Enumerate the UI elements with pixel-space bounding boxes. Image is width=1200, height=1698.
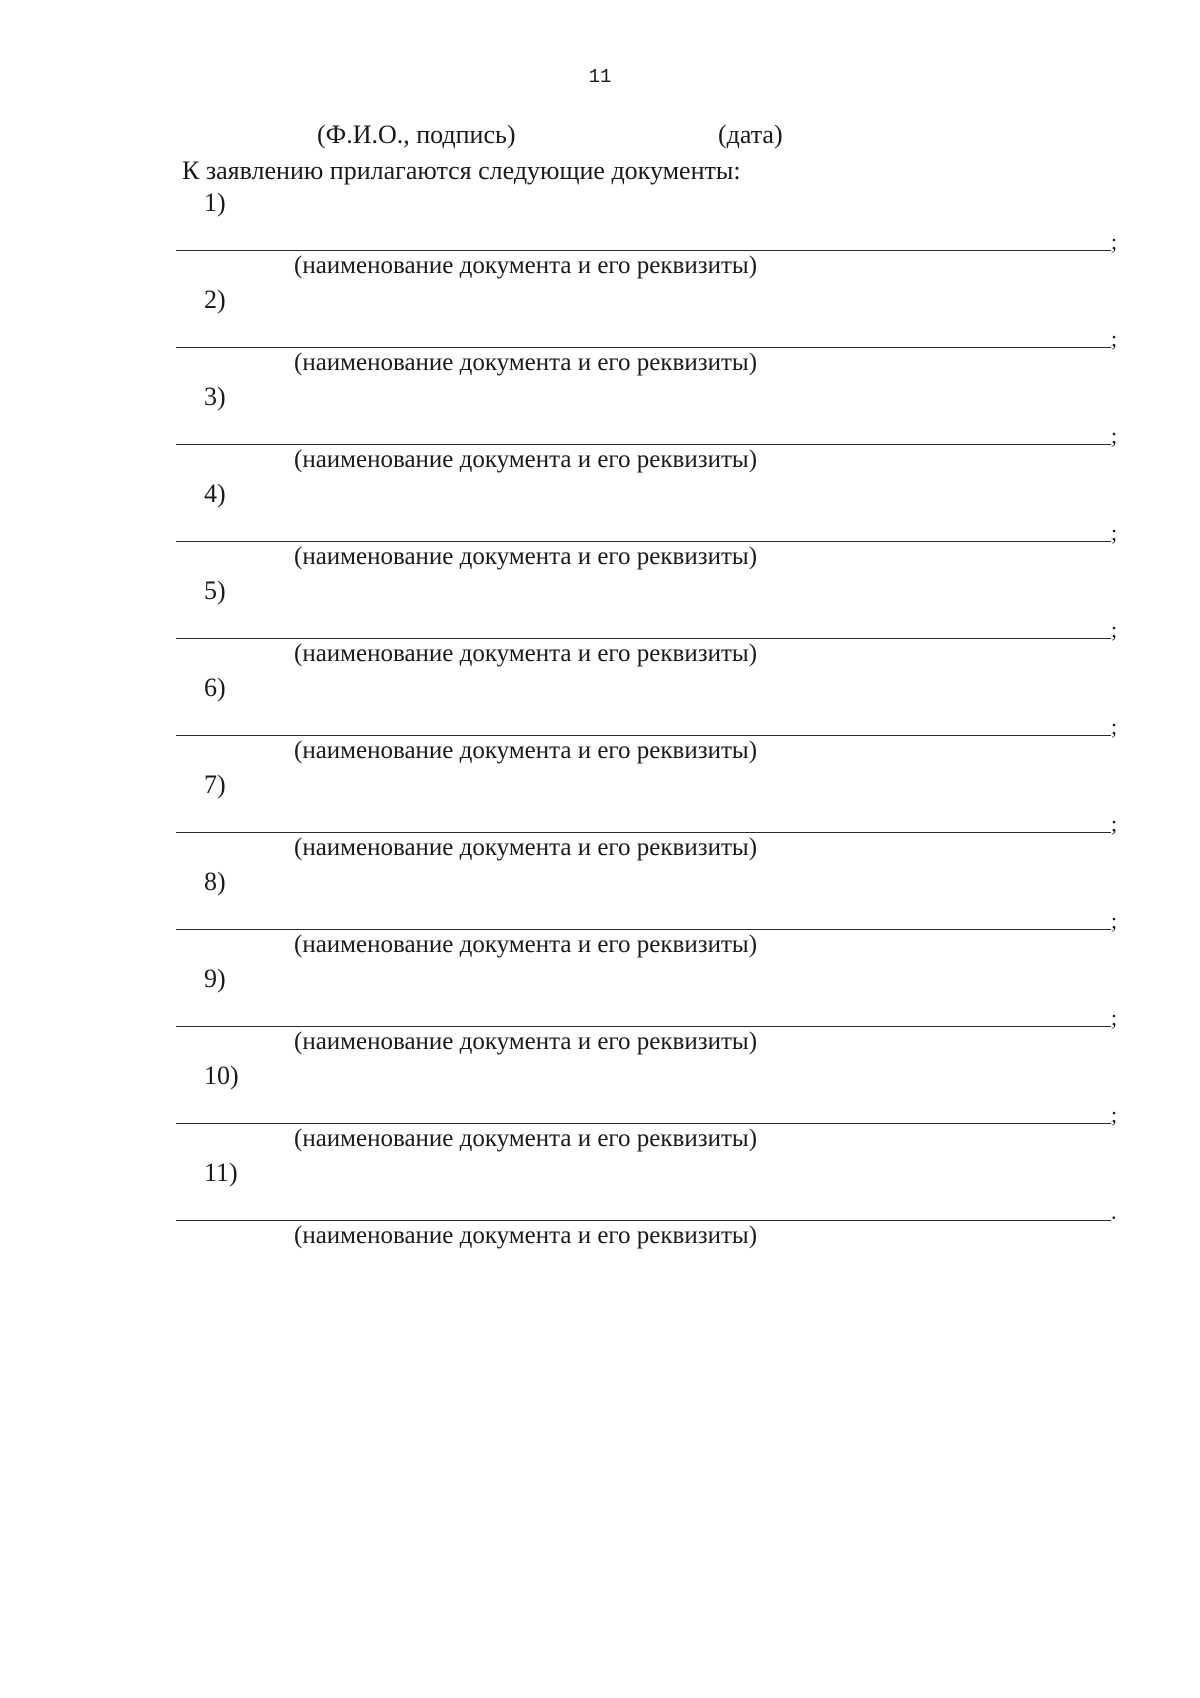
document-fill-line[interactable] [176,1026,1111,1027]
document-number: 9) [204,964,226,993]
document-caption: (наименование документа и его реквизиты) [294,543,758,570]
fio-signature-caption: (Ф.И.О., подпись) [317,120,516,149]
line-end-punctuation: ; [1111,617,1118,642]
document-number: 8) [204,867,226,896]
document-entry-1 [0,188,1200,285]
document-caption: (наименование документа и его реквизиты) [294,737,758,764]
document-caption: (наименование документа и его реквизиты) [294,446,758,473]
document-entry-3 [0,382,1200,479]
line-end-punctuation: ; [1111,520,1118,545]
document-number: 10) [204,1061,239,1090]
document-fill-line[interactable] [176,735,1111,736]
document-fill-line[interactable] [176,250,1111,251]
signature-caption-row [0,120,1200,156]
document-entry-8 [0,867,1200,964]
document-caption: (наименование документа и его реквизиты) [294,1125,758,1152]
line-end-punctuation: ; [1111,811,1118,836]
document-fill-line[interactable] [176,638,1111,639]
line-end-punctuation: ; [1111,1102,1118,1127]
document-fill-line[interactable] [176,444,1111,445]
document-fill-line[interactable] [176,1220,1111,1221]
document-entry-4 [0,479,1200,576]
line-end-punctuation: ; [1111,229,1118,254]
document-caption: (наименование документа и его реквизиты) [294,349,758,376]
document-caption: (наименование документа и его реквизиты) [294,1028,758,1055]
document-fill-line[interactable] [176,1123,1111,1124]
document-number: 6) [204,673,226,702]
document-entry-10 [0,1061,1200,1158]
attached-documents-list [0,188,1200,1255]
document-number: 3) [204,382,226,411]
document-entry-6 [0,673,1200,770]
document-caption: (наименование документа и его реквизиты) [294,640,758,667]
document-number: 1) [204,188,226,217]
document-fill-line[interactable] [176,347,1111,348]
document-number: 4) [204,479,226,508]
document-entry-2 [0,285,1200,382]
page-number: 11 [588,66,612,88]
line-end-punctuation: ; [1111,714,1118,739]
line-end-punctuation: ; [1111,326,1118,351]
document-caption: (наименование документа и его реквизиты) [294,1222,758,1249]
document-entry-5 [0,576,1200,673]
document-number: 11) [204,1158,238,1187]
document-fill-line[interactable] [176,832,1111,833]
document-fill-line[interactable] [176,929,1111,930]
document-entry-9 [0,964,1200,1061]
document-entry-11 [0,1158,1200,1255]
document-number: 2) [204,285,226,314]
line-end-punctuation: . [1111,1199,1117,1224]
document-caption: (наименование документа и его реквизиты) [294,931,758,958]
document-entry-7 [0,770,1200,867]
document-number: 7) [204,770,226,799]
attachments-intro: К заявлению прилагаются следующие документы: [182,156,741,185]
line-end-punctuation: ; [1111,1005,1118,1030]
document-fill-line[interactable] [176,541,1111,542]
document-caption: (наименование документа и его реквизиты) [294,834,758,861]
date-caption: (дата) [718,120,783,149]
document-number: 5) [204,576,226,605]
document-caption: (наименование документа и его реквизиты) [294,252,758,279]
line-end-punctuation: ; [1111,908,1118,933]
line-end-punctuation: ; [1111,423,1118,448]
